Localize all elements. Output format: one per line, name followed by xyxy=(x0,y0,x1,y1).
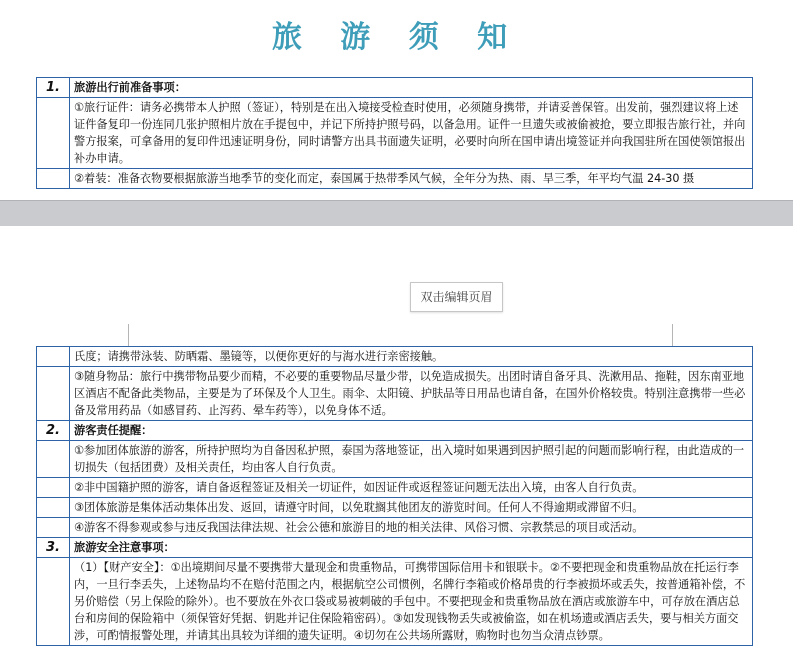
page-gap xyxy=(0,200,793,228)
paragraph: ③随身物品：旅行中携带物品要少而精，不必要的重要物品尽量少带，以免造成损失。出团时请自备牙具、洗漱用品、拖鞋，因东南亚地区酒店不配备此类物品，主要是为了环保及个人卫生。雨伞、太阳镜、护肤品等日用品也请自备，在国外价格较贵。特别注意携带一些必备及常用药品（如感冒药、止泻药、晕车药等），以免身体不适。 xyxy=(70,367,753,421)
section-number: 2. xyxy=(37,421,70,441)
paragraph-row xyxy=(37,518,753,538)
section-header-row xyxy=(37,421,753,441)
section-header-row xyxy=(37,538,753,558)
paragraph: ①旅行证件：请务必携带本人护照（签证），特别是在出入境接受检查时使用，必须随身携带，并请妥善保管。出发前，强烈建议将上述证件备复印一份连同几张护照相片放在手提包中，并记下所持护照号码，以备急用。证件一旦遗失或被偷被抢，要立即报告旅行社，并向警方报案，可拿备用的复印件迅速证明身份，同时请警方出具书面遗失证明，必要时向所在国申请出境签证并向我国驻所在国使领馆报出补办申请。 xyxy=(70,98,753,169)
paragraph-row xyxy=(37,367,753,421)
paragraph-row xyxy=(37,441,753,478)
paragraph: ②非中国籍护照的游客，请自备返程签证及相关一切证件，如因证件或返程签证问题无法出入境，由客人自行负责。 xyxy=(70,478,753,498)
section-number: 1. xyxy=(37,78,70,98)
paragraph: （1）【财产安全】：①出境期间尽量不要携带大量现金和贵重物品，可携带国际信用卡和银联卡。②不要把现金和贵重物品放在托运行李内，一旦行李丢失，上述物品均不在赔付范围之内，根据航空公司惯例，名牌行李箱或价格昂贵的行李被损坏或丢失，按普通箱补偿，不另价赔偿（另上保险的除外）。也不要放在外衣口袋或易被刺破的手包中。不要把现金和贵重物品放在酒店或旅游车中，可存放在酒店总台和房间的保险箱中（须保管好凭据、钥匙并记住保险箱密码）。③如发现钱物丢失或被偷盗，如在机场遗或酒店丢失，要与相关方面交涉，可酌情报警处理，并请其出具较为详细的遗失证明。④切勿在公共场所露财，购物时也勿当众清点钞票。 xyxy=(70,558,753,646)
section-heading: 旅游出行前准备事项： xyxy=(70,78,753,98)
paragraph: ③团体旅游是集体活动集体出发、返回，请遵守时间，以免耽搁其他团友的游览时间。任何人不得逾期或滞留不归。 xyxy=(70,498,753,518)
margin-mark xyxy=(672,324,673,346)
paragraph: 氏度；请携带泳装、防晒霜、墨镜等，以便你更好的与海水进行亲密接触。 xyxy=(70,347,753,367)
notice-table-page-1 xyxy=(36,77,753,189)
section-header-row xyxy=(37,78,753,98)
paragraph-row xyxy=(37,478,753,498)
paragraph-row xyxy=(37,98,753,169)
document-page-2 xyxy=(0,226,793,655)
paragraph-row xyxy=(37,498,753,518)
paragraph-row xyxy=(37,347,753,367)
section-heading: 旅游安全注意事项： xyxy=(70,538,753,558)
edit-header-button[interactable]: 双击编辑页眉 xyxy=(410,282,503,312)
margin-mark xyxy=(128,324,129,346)
paragraph-row xyxy=(37,558,753,646)
section-heading: 游客责任提醒： xyxy=(70,421,753,441)
paragraph: ④游客不得参观或参与违反我国法律法规、社会公德和旅游目的地的相关法律、风俗习惯、宗教禁忌的项目或活动。 xyxy=(70,518,753,538)
paragraph: ②着装：准备衣物要根据旅游当地季节的变化而定，泰国属于热带季风气候，全年分为热、雨、旱三季，年平均气温 24-30 摄 xyxy=(70,169,753,189)
section-number: 3. xyxy=(37,538,70,558)
document-page-1 xyxy=(0,0,793,200)
document-title: 旅 游 须 知 xyxy=(271,20,522,55)
notice-table-page-2 xyxy=(36,346,753,646)
paragraph: ①参加团体旅游的游客，所持护照均为自备因私护照，泰国为落地签证，出入境时如果遇到因护照引起的问题而影响行程，由此造成的一切损失（包括团费）及相关责任，均由客人自行负责。 xyxy=(70,441,753,478)
paragraph-row xyxy=(37,169,753,189)
